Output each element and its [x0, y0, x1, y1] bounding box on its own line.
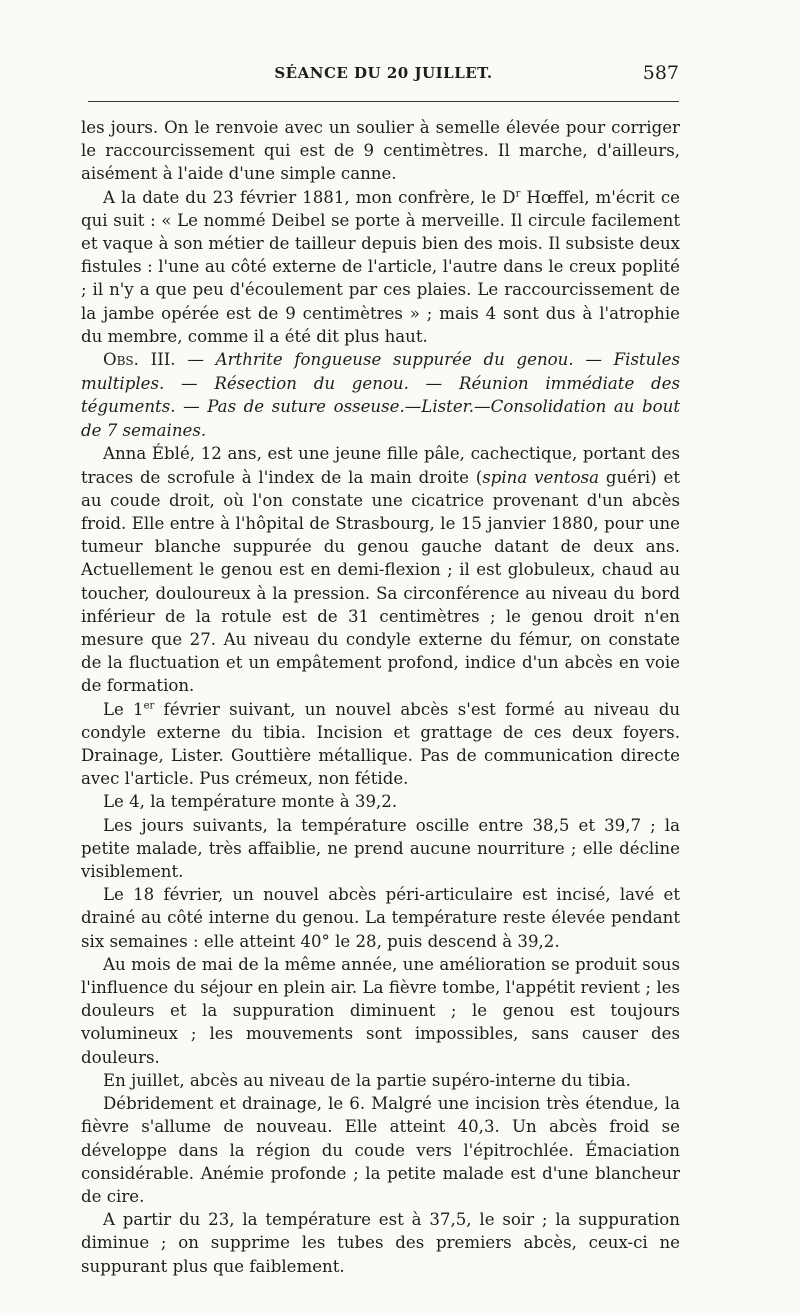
paragraph-continued: les jours. On le renvoie avec un soulier à semelle élevée pour corriger le raccourcissement qui est de 9 centimètres. Il marche, d'ailleurs, aisément à l'aide d'une simple canne.: [81, 118, 680, 184]
paragraph-text: guéri) et au coude droit, où l'on constate une cicatrice provenant d'un abcès froid. Elle entre à l'hôpital de Strasbourg, le 15 janvier 1880, pour une tumeur blanche suppurée du genou gauche datant de deux ans. Actuellement le genou est en demi-flexion ; il est globuleux, chaud au toucher, douloureux à la pression. Sa circonférence au niveau du bord inférieur de la rotule est de 31 centimètres ; le genou droit n'en mesure que 27. Au niveau du condyle externe du fémur, on constate de la fluctuation et un empâtement profond, indice d'un abcès en voie de formation.: [81, 467, 680, 696]
paragraph-text: Hœffel, m'écrit ce qui suit : « Le nommé Deibel se porte à merveille. Il circule facilement et vaque à son métier de tailleur depuis bien des mois. Il subsiste deux fistules : l'une au côté externe de l'article, l'autre dans le creux poplité ; il n'y a que peu d'écoulement par ces plaies. Le raccourcissement de la jambe opérée est de 9 centimètres » ; mais 4 sont dus à l'atrophie du membre, comme il a été dit plus haut.: [81, 187, 680, 346]
header-rule: [88, 101, 679, 102]
paragraph-text: février suivant, un nouvel abcès s'est formé au niveau du condyle externe du tibia. Incision et grattage de ces deux foyers. Drainage, Lister. Gouttière métallique. Pas de communication directe avec l'article. Pus crémeux, non fétide.: [81, 699, 681, 789]
paragraph-may: Au mois de mai de la même année, une amélioration se produit sous l'influence du séjour en plein air. La fièvre tombe, l'appétit revient ; les douleurs et la suppuration diminuent ; le genou est toujours volumineux ; les mouvements sont impossibles, sans causer des douleurs.: [81, 954, 680, 1067]
running-title: SÉANCE DU 20 JUILLET.: [274, 64, 493, 82]
observation-heading: [81, 348, 680, 442]
paragraph-text: Anna Éblé, 12 ans, est une jeune fille pâle, cachectique, portant des traces de scrofule à l'index de la main droite (: [81, 444, 680, 487]
paragraph-following-days: Les jours suivants, la température oscille entre 38,5 et 39,7 ; la petite malade, très affaiblie, ne prend aucune nourriture ; elle décline visiblement.: [81, 815, 680, 882]
paragraph-debridement: Débridement et drainage, le 6. Malgré une incision très étendue, la fièvre s'allume de nouveau. Elle atteint 40,3. Un abcès froid se développe dans la région du coude vers l'épitrochlée. Émaciation considérable. Anémie profonde ; la petite malade est d'une blancheur de cire.: [81, 1094, 680, 1206]
paragraph-from-23rd: A partir du 23, la température est à 37,5, le soir ; la suppuration diminue ; on supprime les tubes des premiers abcès, ceux-ci ne suppurant plus que faiblement.: [81, 1210, 680, 1276]
paragraph-february-18: Le 18 février, un nouvel abcès péri-articulaire est incisé, lavé et drainé au côté interne du genou. La température reste élevée pendant six semaines : elle atteint 40° le 28, puis descend à 39,2.: [81, 885, 680, 951]
paragraph-fourth: Le 4, la température monte à 39,2.: [103, 792, 398, 812]
observation-label: Obs. III.: [103, 350, 176, 370]
paragraph-text: A la date du 23 février 1881, mon confrère, le D: [103, 187, 516, 207]
page-number: 587: [642, 62, 679, 84]
observation-title: Arthrite fongueuse suppurée du genou. — Fistules multiples. — Résection du genou. — Réunion immédiate des téguments. — Pas de suture osseuse.—Lister.—Consolidation au bout de 7 semaines.: [81, 350, 680, 440]
paragraph-case-intro: [81, 442, 680, 697]
superscript: er: [143, 700, 155, 712]
paragraph-february-1: [81, 698, 680, 791]
superscript: r: [515, 188, 521, 200]
running-head: [88, 62, 679, 90]
paragraph-july: En juillet, abcès au niveau de la partie supéro-interne du tibia.: [103, 1070, 631, 1090]
italic-term: spina ventosa: [482, 467, 600, 487]
paragraph-letter-hoeffel: [81, 186, 680, 348]
body-text: [81, 116, 680, 1278]
paragraph-text: Le 1: [103, 699, 144, 719]
observation-dash: —: [175, 350, 216, 370]
